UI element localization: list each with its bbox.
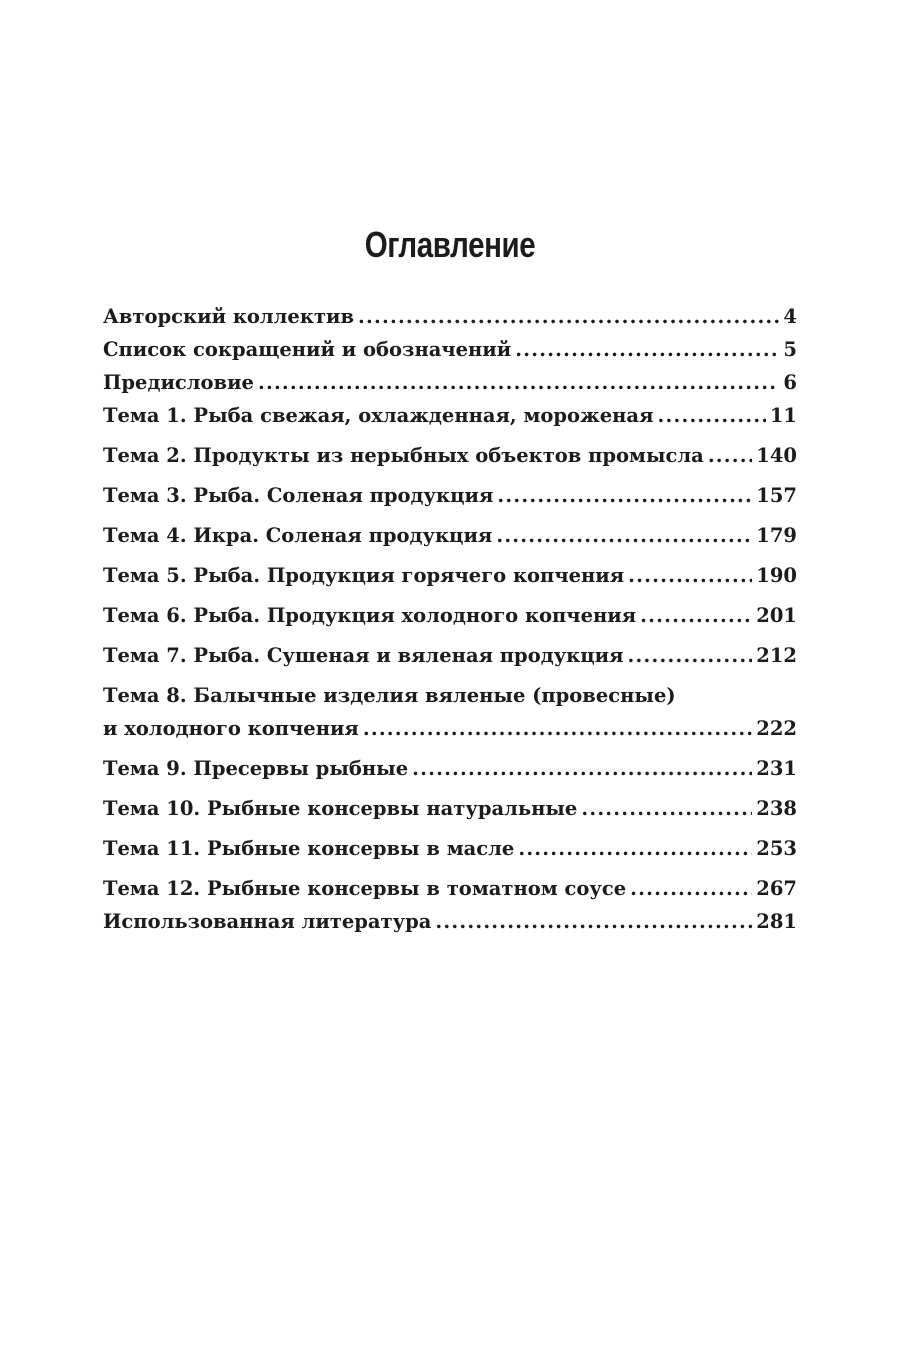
toc-entry-page: 253	[756, 837, 797, 860]
dot-leader	[657, 399, 765, 432]
toc-entry[interactable]	[103, 905, 797, 938]
dot-leader	[496, 519, 752, 552]
toc-entry-title: Тема 11. Рыбные консервы в масле	[103, 837, 515, 860]
toc-entry-title: Предисловие	[103, 371, 254, 394]
toc-entry[interactable]	[103, 519, 797, 552]
toc-entry-title-continued: и холодного копчения	[103, 717, 359, 740]
toc-entry-title: Список сокращений и обозначений	[103, 338, 512, 361]
dot-leader	[497, 479, 752, 512]
toc-entry[interactable]	[103, 366, 797, 399]
toc-entry-title: Тема 4. Икра. Соленая продукция	[103, 524, 493, 547]
toc-entry-page: 212	[756, 644, 797, 667]
toc-entry-page: 201	[756, 604, 797, 627]
toc-entry-title: Тема 6. Рыба. Продукция холодного копчения	[103, 604, 637, 627]
toc-entry-page: 6	[783, 371, 797, 394]
toc-entry-page: 179	[756, 524, 797, 547]
dot-leader	[412, 752, 752, 785]
dot-leader	[581, 792, 752, 825]
toc-entry[interactable]	[103, 333, 797, 366]
toc-entry-title: Тема 12. Рыбные консервы в томатном соусе	[103, 877, 627, 900]
toc-entry-title: Тема 1. Рыба свежая, охлажденная, мороженая	[103, 404, 654, 427]
dot-leader	[435, 905, 752, 938]
toc-entry-page: 281	[756, 910, 797, 933]
toc-entry[interactable]	[103, 439, 797, 472]
dot-leader	[358, 300, 779, 333]
toc-entry-page: 222	[756, 717, 797, 740]
toc-entry-title: Тема 8. Балычные изделия вяленые (провесные)	[103, 684, 676, 707]
toc-entry-page: 190	[756, 564, 797, 587]
toc-entry[interactable]	[103, 792, 797, 825]
dot-leader	[708, 439, 752, 472]
toc-entry-page: 157	[756, 484, 797, 507]
dot-leader	[630, 872, 752, 905]
toc-entry-title: Авторский коллектив	[103, 305, 354, 328]
toc-entry-title: Тема 10. Рыбные консервы натуральные	[103, 797, 578, 820]
toc-entry[interactable]	[103, 679, 797, 745]
toc-entry-title: Тема 2. Продукты из нерыбных объектов промысла	[103, 444, 704, 467]
dot-leader	[628, 559, 752, 592]
toc-entry[interactable]	[103, 479, 797, 512]
toc-entry-title: Тема 7. Рыба. Сушеная и вяленая продукция	[103, 644, 624, 667]
dot-leader	[515, 333, 779, 366]
dot-leader	[628, 639, 753, 672]
toc-entry-page: 11	[769, 404, 797, 427]
toc-entry[interactable]	[103, 300, 797, 333]
toc-entry-page: 231	[756, 757, 797, 780]
toc-entry[interactable]	[103, 639, 797, 672]
toc-entry[interactable]	[103, 559, 797, 592]
toc-entry-page: 5	[783, 338, 797, 361]
dot-leader	[363, 712, 752, 745]
toc-entry[interactable]	[103, 872, 797, 905]
dot-leader	[640, 599, 752, 632]
toc-entry[interactable]	[103, 599, 797, 632]
toc-entry-title: Использованная литература	[103, 910, 432, 933]
toc-entry-title: Тема 3. Рыба. Соленая продукция	[103, 484, 494, 507]
toc-entry-title: Тема 9. Пресервы рыбные	[103, 757, 409, 780]
page-title: Оглавление	[364, 224, 536, 266]
toc-entry[interactable]	[103, 832, 797, 865]
toc-entry-page: 4	[783, 305, 797, 328]
toc-entry[interactable]	[103, 752, 797, 785]
dot-leader	[518, 832, 752, 865]
toc-entry[interactable]	[103, 399, 797, 432]
toc-entry-page: 238	[756, 797, 797, 820]
toc-entry-page: 140	[756, 444, 797, 467]
toc-entry-page: 267	[756, 877, 797, 900]
table-of-contents	[103, 300, 797, 938]
dot-leader	[258, 366, 779, 399]
toc-entry-title: Тема 5. Рыба. Продукция горячего копчения	[103, 564, 625, 587]
